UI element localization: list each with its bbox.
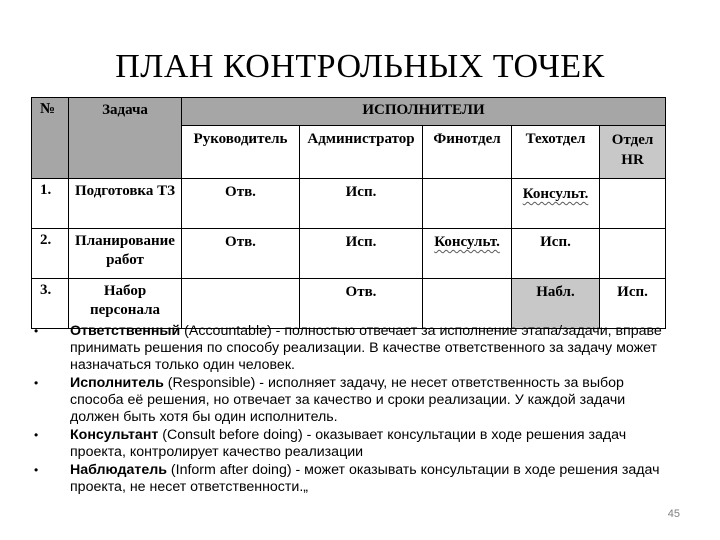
list-item [34, 323, 664, 374]
cell-text: Консульт. [434, 234, 500, 250]
header-executors: ИСПОЛНИТЕЛИ [182, 98, 666, 126]
bullet-text: (Responsible) - исполняет задачу, не несет ответственность за выбор способа её решения, но отвечает за качество и сроки реализации. У каждой задачи должен быть хотя бы один исполнитель. [70, 375, 626, 425]
role-header: Техотдел [512, 126, 600, 179]
table-cell [600, 229, 666, 279]
bullet-term: Ответственный [70, 323, 181, 339]
row-task: Планирование работ [69, 229, 182, 279]
role-header: Администратор [300, 126, 423, 179]
cell-text: Консульт. [522, 186, 589, 202]
table-cell: Набл. [512, 279, 600, 329]
table-cell: Отв. [300, 279, 423, 329]
table-cell: Исп. [300, 229, 423, 279]
bullet-icon: • [34, 376, 39, 390]
list-item [34, 462, 664, 496]
header-num: № [32, 98, 69, 179]
bullet-text: (Accountable) - полностью отвечает за исполнение этапа/задачи, вправе принимать решения по способу реализации. В качестве ответственного за задачу может назначаться только один человек. [70, 323, 662, 373]
table-cell [423, 279, 512, 329]
table-row [32, 279, 666, 329]
list-item [34, 427, 664, 461]
table-row [32, 229, 666, 279]
role-definitions-list [34, 323, 664, 497]
row-num: 3. [32, 279, 69, 329]
role-header: Финотдел [423, 126, 512, 179]
table-cell [423, 179, 512, 229]
role-header: Отдел HR [600, 126, 666, 179]
table-cell [182, 279, 300, 329]
header-task: Задача [69, 98, 182, 179]
bullet-text: (Consult before doing) - оказывает консультации в ходе решения задач проекта, контролирует качество реализации [70, 427, 627, 460]
bullet-text: (Inform after doing) - может оказывать консультации в ходе решения задач проекта, не несет ответственности.„ [70, 462, 660, 495]
checkpoint-table [31, 97, 666, 329]
list-item [34, 375, 664, 426]
table-cell [512, 179, 600, 229]
table-header-row [32, 98, 666, 126]
bullet-term: Исполнитель [70, 375, 164, 391]
table-cell: Отв. [182, 179, 300, 229]
row-task: Набор персонала [69, 279, 182, 329]
table-cell: Исп. [512, 229, 600, 279]
table-cell: Исп. [600, 279, 666, 329]
table-cell [600, 179, 666, 229]
bullet-icon: • [34, 463, 39, 477]
page-number: 45 [667, 508, 680, 520]
row-num: 2. [32, 229, 69, 279]
table-cell: Исп. [300, 179, 423, 229]
bullet-term: Наблюдатель [70, 462, 167, 478]
bullet-term: Консультант [70, 427, 159, 443]
table-cell [423, 229, 512, 279]
table-cell: Отв. [182, 229, 300, 279]
page-title: ПЛАН КОНТРОЛЬНЫХ ТОЧЕК [115, 48, 605, 85]
row-task: Подготовка ТЗ [69, 179, 182, 229]
row-num: 1. [32, 179, 69, 229]
role-header: Руководитель [182, 126, 300, 179]
bullet-icon: • [34, 324, 39, 338]
table-row [32, 179, 666, 229]
bullet-icon: • [34, 428, 39, 442]
